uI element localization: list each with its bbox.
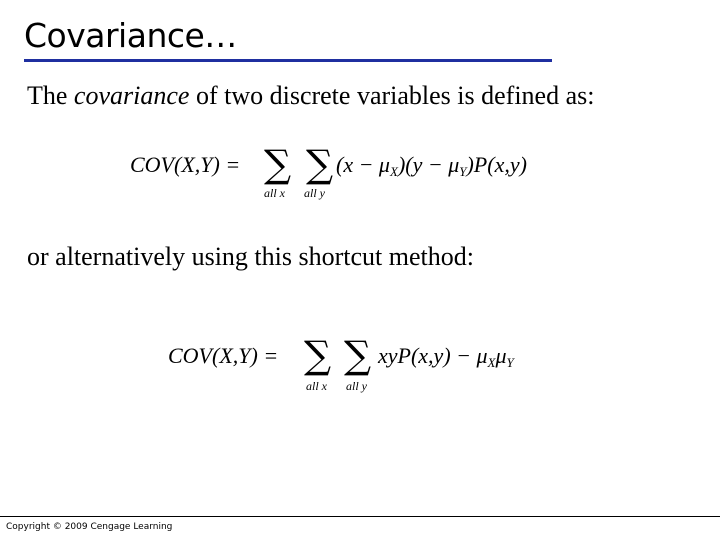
formula2-sigma-y: ∑ [344, 333, 372, 377]
slide-title: Covariance… [24, 16, 237, 55]
formula1-under-y: all y [304, 186, 325, 200]
formula2-body [378, 343, 514, 376]
formula1-sub-x: X [389, 164, 398, 179]
intro-text [27, 81, 594, 111]
formula2-under-y: all y [346, 379, 367, 393]
formula1-body-b: )(y − μ [397, 152, 460, 177]
formula1-body-a: (x − μ [336, 152, 390, 177]
formula2-lhs: COV(X,Y) = [168, 343, 279, 368]
formula2-under-x: all x [306, 379, 327, 393]
formula2-sub-y: Y [506, 355, 514, 370]
formula1-body-c: )P(x,y) [466, 152, 527, 177]
formula1-sigma-y: ∑ [306, 142, 334, 186]
formula1-sigma-x: ∑ [264, 142, 292, 186]
formula2-sub-x: X [487, 355, 496, 370]
covariance-definition-formula [130, 140, 570, 200]
formula1-under-x: all x [264, 186, 285, 200]
intro-before: The [27, 81, 74, 110]
formula2-sigma-x: ∑ [304, 333, 332, 377]
footer-divider [0, 516, 720, 517]
formula1-body [336, 152, 527, 185]
covariance-shortcut-formula [168, 335, 568, 395]
intro-after: of two discrete variables is defined as: [189, 81, 595, 110]
copyright-footer: Copyright © 2009 Cengage Learning [6, 522, 173, 532]
formula2-body-a: xyP(x,y) − μ [378, 343, 488, 368]
alternative-text: or alternatively using this shortcut method: [27, 242, 474, 271]
formula1-lhs: COV(X,Y) = [130, 152, 241, 177]
formula1-sub-y: Y [459, 164, 467, 179]
title-underline [24, 59, 552, 62]
formula2-body-b: μ [495, 343, 507, 368]
intro-emphasis: covariance [73, 81, 190, 110]
